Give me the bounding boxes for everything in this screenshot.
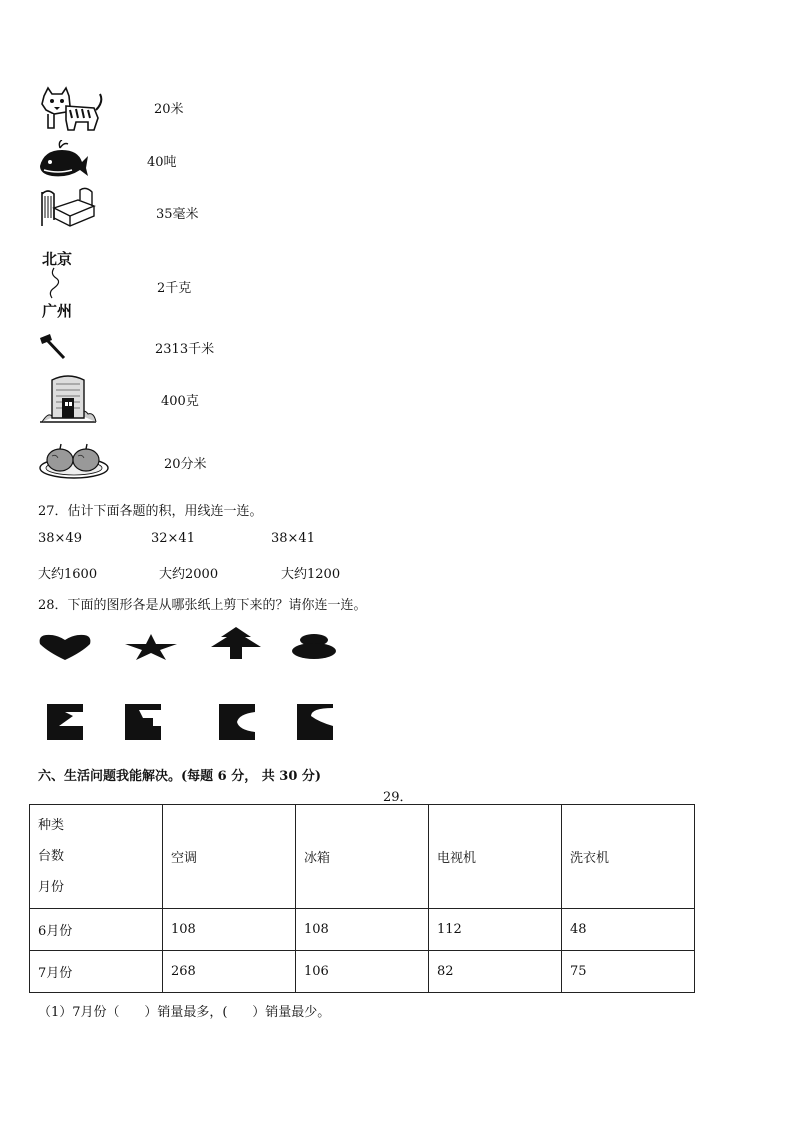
building-picture	[38, 372, 98, 428]
question-29-number: 29．	[383, 790, 413, 805]
apples-picture	[38, 440, 110, 484]
heart-shape	[38, 632, 92, 666]
tree-shape	[209, 627, 263, 663]
question-29-part-1: （1）7月份（ ）销量最多，( ）销量最少。	[38, 1005, 331, 1020]
map-label-bottom: 广州	[42, 302, 73, 320]
column-header: 空调	[163, 805, 296, 909]
paper-shape	[125, 704, 161, 744]
paper-shape	[47, 704, 83, 744]
header-line: 月份	[38, 880, 65, 895]
table-cell: 108	[163, 909, 296, 951]
map-picture	[40, 248, 84, 322]
unit-label: 2313千米	[155, 342, 215, 357]
sales-table	[29, 804, 695, 993]
whale-picture	[38, 140, 88, 184]
section-6-title: 六、生活问题我能解决。(每题 6 分， 共 30 分)	[38, 769, 322, 784]
unit-label: 400克	[161, 394, 199, 409]
estimate: 大约1200	[281, 567, 341, 582]
expression: 38×49	[38, 531, 82, 546]
table-header-row	[30, 805, 695, 909]
header-line: 台数	[38, 849, 65, 864]
star-shape	[125, 634, 177, 664]
table-cell: 112	[429, 909, 562, 951]
header-line: 种类	[38, 818, 65, 833]
table-cell: 82	[429, 951, 562, 993]
unit-label: 35毫米	[156, 207, 199, 222]
table-row	[30, 909, 695, 951]
unit-label: 40吨	[147, 155, 177, 170]
table-cell: 48	[562, 909, 695, 951]
bowl-shape	[291, 633, 337, 665]
paper-shape	[219, 704, 255, 744]
table-cell: 75	[562, 951, 695, 993]
expression: 38×41	[271, 531, 315, 546]
paper-shape	[297, 704, 333, 744]
row-month: 7月份	[30, 951, 163, 993]
table-cell: 268	[163, 951, 296, 993]
column-header: 洗衣机	[562, 805, 695, 909]
table-cell: 106	[296, 951, 429, 993]
nail-picture	[38, 332, 68, 364]
tiger-picture	[36, 84, 104, 138]
table-corner-header	[30, 805, 163, 909]
unit-label: 20分米	[164, 457, 207, 472]
table-row	[30, 951, 695, 993]
table-cell: 108	[296, 909, 429, 951]
column-header: 电视机	[429, 805, 562, 909]
unit-label: 2千克	[157, 281, 192, 296]
bed-picture	[38, 186, 96, 234]
estimate: 大约1600	[38, 567, 98, 582]
column-header: 冰箱	[296, 805, 429, 909]
estimate: 大约2000	[159, 567, 219, 582]
unit-label: 20米	[154, 102, 184, 117]
row-month: 6月份	[30, 909, 163, 951]
expression: 32×41	[151, 531, 195, 546]
map-label-top: 北京	[42, 250, 73, 268]
question-28-title: 28．下面的图形各是从哪张纸上剪下来的？请你连一连。	[38, 598, 367, 613]
question-27-title: 27．估计下面各题的积，用线连一连。	[38, 504, 263, 519]
